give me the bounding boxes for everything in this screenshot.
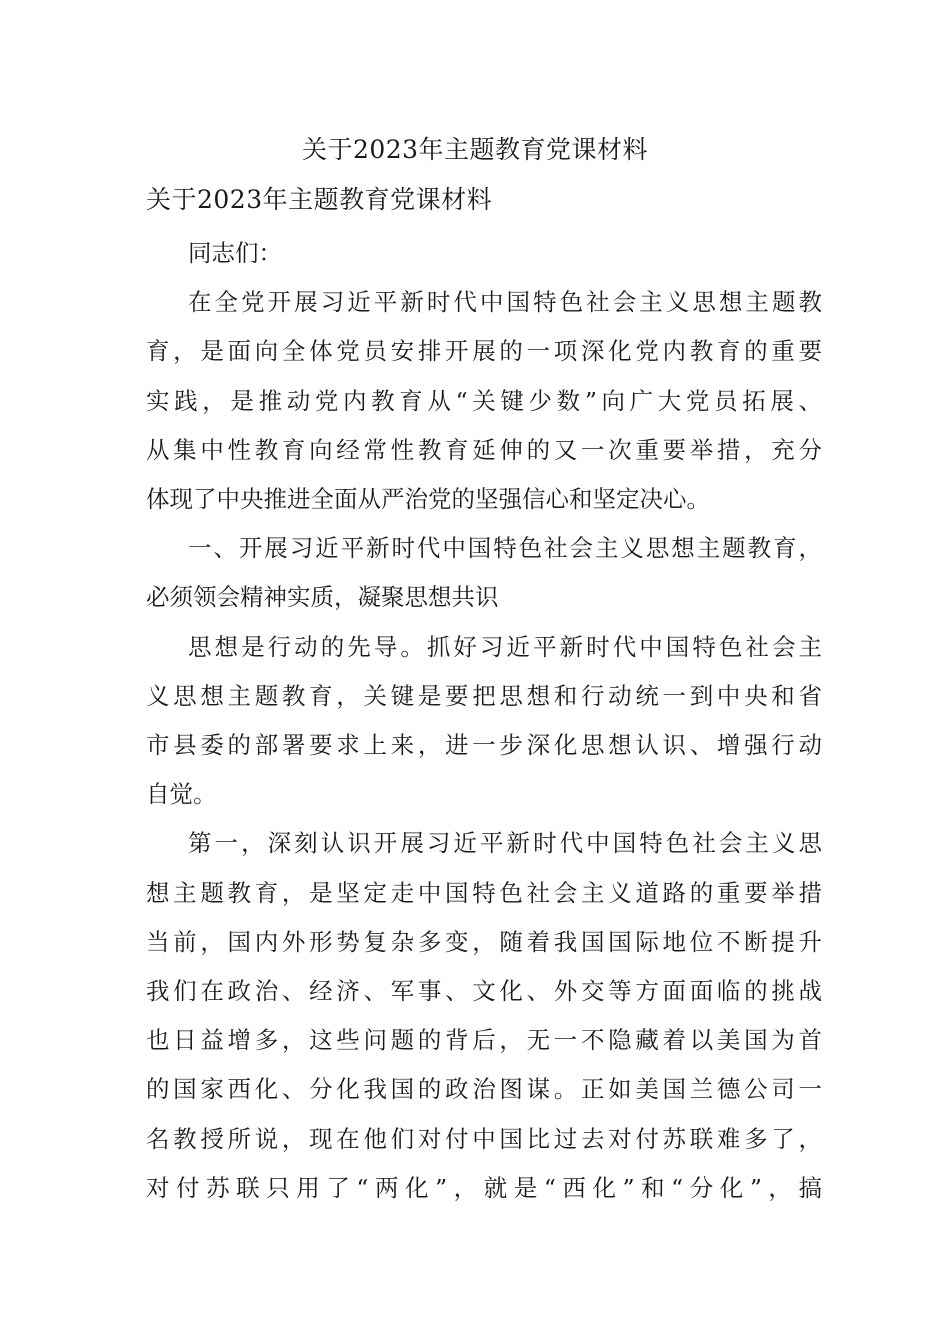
paragraph-1 — [146, 278, 822, 524]
paragraph-line: 从集中性教育向经常性教育延伸的又一次重要举措，充分 — [146, 435, 822, 464]
paragraph-line: 名教授所说，现在他们对付中国比过去对付苏联难多了， — [146, 1124, 822, 1153]
paragraph-line: 自觉。 — [146, 780, 217, 809]
paragraph-line: 一、开展习近平新时代中国特色社会主义思想主题教育， — [188, 534, 822, 563]
document-title: 关于2023年主题教育党课材料 — [301, 135, 649, 164]
paragraph-line: 义思想主题教育，关键是要把思想和行动统一到中央和省 — [146, 681, 822, 710]
salutation — [146, 229, 822, 278]
document-body — [146, 180, 822, 1213]
paragraph-line: 的国家西化、分化我国的政治图谋。正如美国兰德公司一 — [146, 1075, 822, 1104]
salutation-line: 同志们： — [188, 239, 282, 267]
paragraph-line: 想主题教育，是坚定走中国特色社会主义道路的重要举措 — [146, 878, 822, 907]
section-heading-1 — [146, 524, 822, 622]
paragraph-line: 在全党开展习近平新时代中国特色社会主义思想主题教 — [188, 288, 822, 317]
paragraph-line: 对付苏联只用了“两化”，就是“西化”和“分化”，搞 — [146, 1173, 822, 1202]
paragraph-line: 市县委的部署要求上来，进一步深化思想认识、增强行动 — [146, 731, 822, 760]
paragraph-line: 育，是面向全体党员安排开展的一项深化党内教育的重要 — [146, 337, 822, 366]
paragraph-line: 思想是行动的先导。抓好习近平新时代中国特色社会主 — [188, 632, 822, 661]
paragraph-line: 实践，是推动党内教育从“关键少数”向广大党员拓展、 — [146, 386, 822, 415]
paragraph-line: 必须领会精神实质，凝聚思想共识 — [146, 583, 499, 612]
paragraph-line: 我们在政治、经济、军事、文化、外交等方面面临的挑战 — [146, 977, 822, 1006]
paragraph-line: 当前，国内外形势复杂多变，随着我国国际地位不断提升 — [146, 927, 822, 956]
document-subtitle: 关于2023年主题教育党课材料 — [146, 185, 493, 214]
paragraph-line: 体现了中央推进全面从严治党的坚强信心和坚定决心。 — [146, 485, 710, 514]
paragraph-4 — [146, 819, 822, 1213]
paragraph-line: 第一，深刻认识开展习近平新时代中国特色社会主义思 — [188, 829, 822, 858]
paragraph-line: 也日益增多，这些问题的背后，无一不隐藏着以美国为首 — [146, 1026, 822, 1055]
paragraph-3 — [146, 623, 822, 820]
